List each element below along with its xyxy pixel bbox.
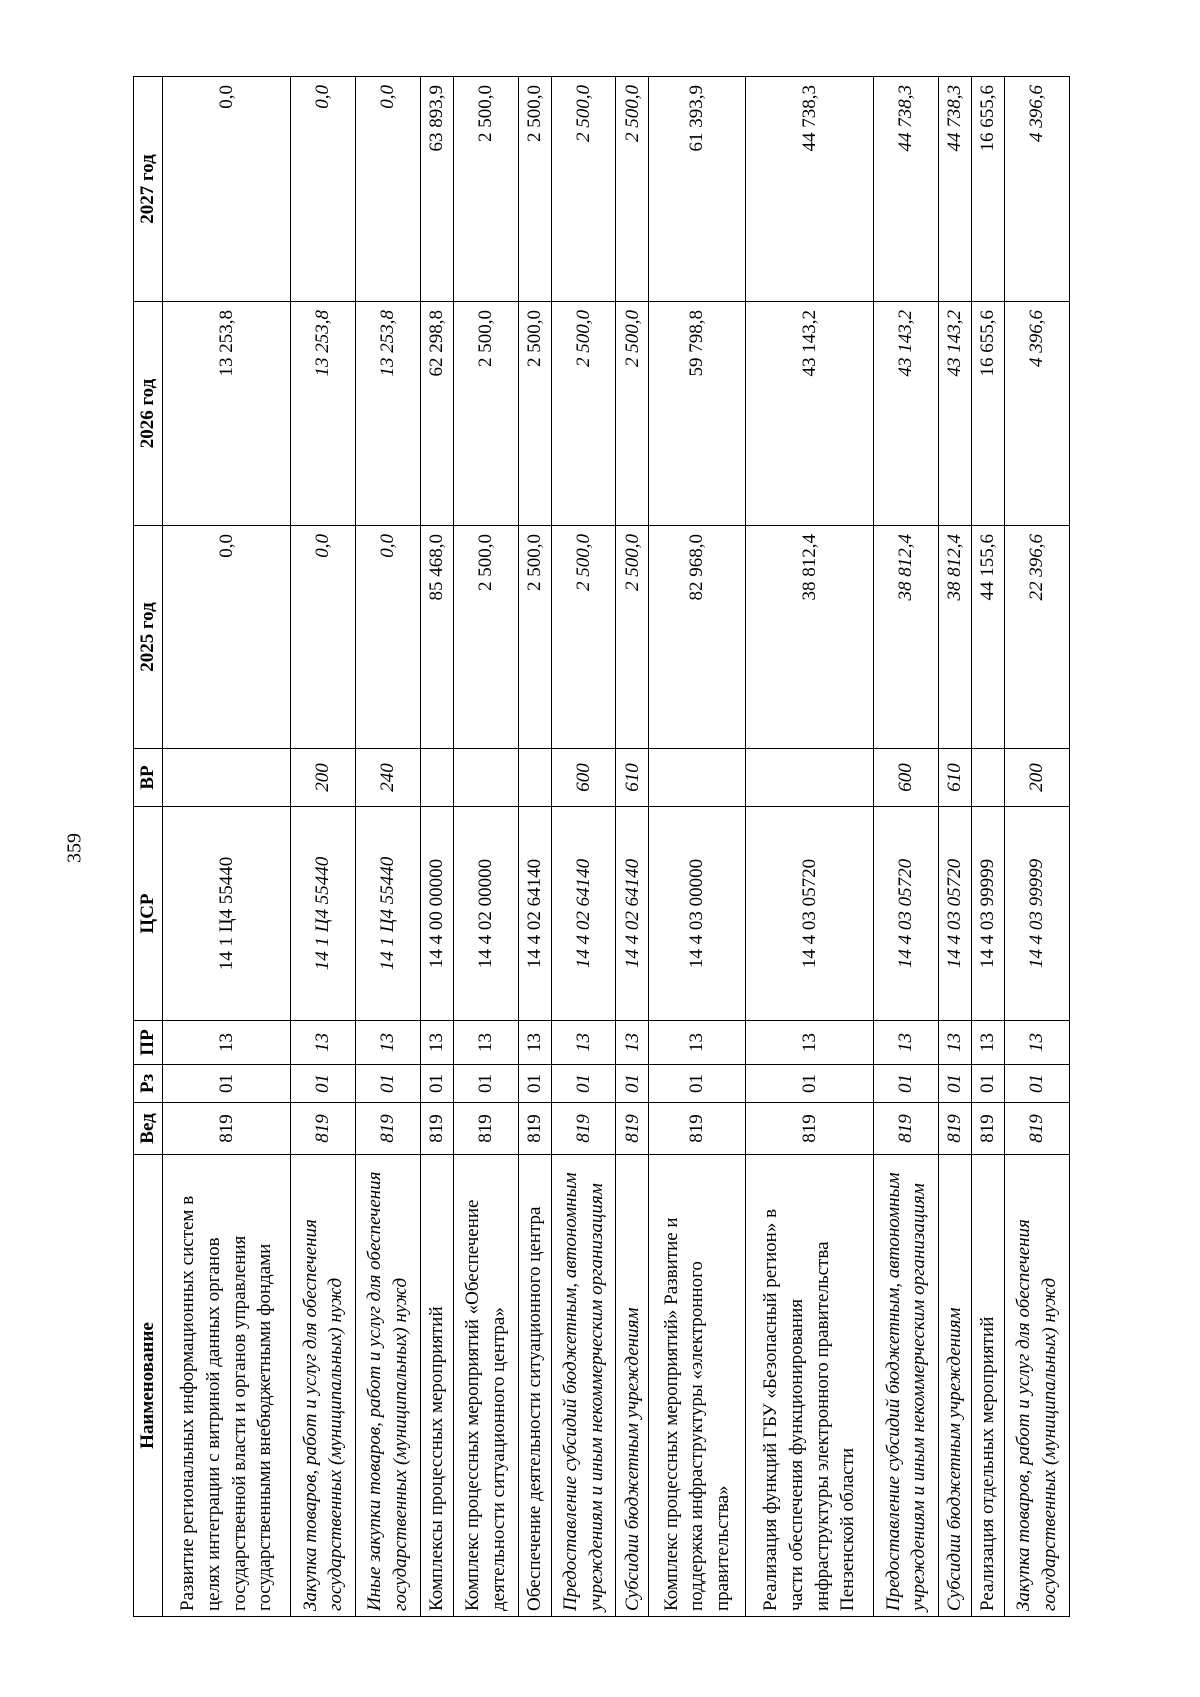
cell-2027: 2 500,0	[616, 77, 649, 302]
cell-2025: 0,0	[291, 526, 356, 749]
cell-2025: 0,0	[356, 526, 421, 749]
cell-csr: 14 4 02 64140	[551, 807, 616, 1021]
cell-2025: 0,0	[163, 526, 291, 749]
cell-2025: 2 500,0	[518, 526, 551, 749]
cell-2026: 59 798,8	[649, 302, 746, 526]
cell-rz: 01	[1005, 1065, 1070, 1103]
cell-pr: 13	[616, 1021, 649, 1065]
table-row	[518, 77, 551, 1617]
cell-2027: 0,0	[163, 77, 291, 302]
cell-pr: 13	[874, 1021, 939, 1065]
cell-vr	[746, 749, 874, 807]
cell-2025: 82 968,0	[649, 526, 746, 749]
cell-pr: 13	[356, 1021, 421, 1065]
cell-vr: 200	[1005, 749, 1070, 807]
cell-2026: 13 253,8	[163, 302, 291, 526]
cell-vr: 240	[356, 749, 421, 807]
cell-2027: 63 893,9	[420, 77, 453, 302]
cell-csr: 14 4 02 64140	[518, 807, 551, 1021]
cell-2026: 43 143,2	[874, 302, 939, 526]
cell-pr: 13	[291, 1021, 356, 1065]
cell-ved: 819	[356, 1103, 421, 1155]
cell-2026: 2 500,0	[518, 302, 551, 526]
cell-2025: 38 812,4	[939, 526, 972, 749]
table-row	[746, 77, 874, 1617]
cell-vr	[453, 749, 518, 807]
cell-vr	[649, 749, 746, 807]
cell-ved: 819	[939, 1103, 972, 1155]
cell-name: Развитие региональных информационных систем в целях интеграции с витриной данных органов государственной власти и органов управления государственными внебюджетными фондами	[163, 1155, 291, 1617]
cell-rz: 01	[453, 1065, 518, 1103]
cell-2025: 85 468,0	[420, 526, 453, 749]
cell-name: Предоставление субсидий бюджетным, автономным учреждениям и иным некоммерческим организациям	[551, 1155, 616, 1617]
cell-csr: 14 4 03 00000	[649, 807, 746, 1021]
col-header-pr: ПР	[134, 1021, 163, 1065]
cell-name: Комплексы процессных мероприятий	[420, 1155, 453, 1617]
table-row	[291, 77, 356, 1617]
cell-2027: 44 738,3	[746, 77, 874, 302]
cell-ved: 819	[1005, 1103, 1070, 1155]
budget-table-container	[133, 77, 1070, 1617]
cell-csr: 14 4 00 00000	[420, 807, 453, 1021]
table-row	[453, 77, 518, 1617]
col-header-rz: Рз	[134, 1065, 163, 1103]
cell-csr: 14 4 03 05720	[939, 807, 972, 1021]
cell-pr: 13	[551, 1021, 616, 1065]
cell-pr: 13	[420, 1021, 453, 1065]
table-row	[551, 77, 616, 1617]
cell-csr: 14 4 03 05720	[746, 807, 874, 1021]
cell-2026: 4 396,6	[1005, 302, 1070, 526]
table-row	[649, 77, 746, 1617]
cell-vr: 200	[291, 749, 356, 807]
cell-ved: 819	[291, 1103, 356, 1155]
table-row	[972, 77, 1005, 1617]
cell-ved: 819	[163, 1103, 291, 1155]
cell-rz: 01	[874, 1065, 939, 1103]
cell-2025: 38 812,4	[746, 526, 874, 749]
col-header-csr: ЦСР	[134, 807, 163, 1021]
cell-ved: 819	[551, 1103, 616, 1155]
cell-2027: 44 738,3	[874, 77, 939, 302]
col-header-2027: 2027 год	[134, 77, 163, 302]
cell-ved: 819	[420, 1103, 453, 1155]
cell-vr: 610	[616, 749, 649, 807]
cell-2027: 44 738,3	[939, 77, 972, 302]
cell-2027: 0,0	[356, 77, 421, 302]
cell-rz: 01	[746, 1065, 874, 1103]
cell-vr	[420, 749, 453, 807]
cell-2025: 44 155,6	[972, 526, 1005, 749]
cell-pr: 13	[746, 1021, 874, 1065]
cell-name: Обеспечение деятельности ситуационного центра	[518, 1155, 551, 1617]
cell-rz: 01	[356, 1065, 421, 1103]
cell-csr: 14 4 03 05720	[874, 807, 939, 1021]
table-row	[939, 77, 972, 1617]
cell-2026: 2 500,0	[616, 302, 649, 526]
cell-vr	[163, 749, 291, 807]
cell-pr: 13	[972, 1021, 1005, 1065]
cell-2026: 43 143,2	[746, 302, 874, 526]
cell-vr: 600	[551, 749, 616, 807]
cell-ved: 819	[874, 1103, 939, 1155]
col-header-name: Наименование	[134, 1155, 163, 1617]
cell-pr: 13	[939, 1021, 972, 1065]
cell-rz: 01	[291, 1065, 356, 1103]
cell-ved: 819	[518, 1103, 551, 1155]
cell-2027: 2 500,0	[518, 77, 551, 302]
cell-2026: 13 253,8	[356, 302, 421, 526]
cell-pr: 13	[163, 1021, 291, 1065]
cell-ved: 819	[616, 1103, 649, 1155]
table-row	[874, 77, 939, 1617]
cell-pr: 13	[518, 1021, 551, 1065]
cell-2027: 0,0	[291, 77, 356, 302]
cell-pr: 13	[453, 1021, 518, 1065]
cell-rz: 01	[551, 1065, 616, 1103]
table-row	[616, 77, 649, 1617]
cell-pr: 13	[1005, 1021, 1070, 1065]
cell-vr: 600	[874, 749, 939, 807]
cell-csr: 14 4 02 00000	[453, 807, 518, 1021]
cell-ved: 819	[453, 1103, 518, 1155]
cell-rz: 01	[420, 1065, 453, 1103]
cell-csr: 14 4 03 99999	[1005, 807, 1070, 1021]
cell-rz: 01	[972, 1065, 1005, 1103]
table-row	[1005, 77, 1070, 1617]
cell-csr: 14 1 Ц4 55440	[291, 807, 356, 1021]
cell-2025: 22 396,6	[1005, 526, 1070, 749]
col-header-2025: 2025 год	[134, 526, 163, 749]
cell-2026: 62 298,8	[420, 302, 453, 526]
cell-vr	[972, 749, 1005, 807]
cell-name: Субсидии бюджетным учреждениям	[939, 1155, 972, 1617]
cell-2025: 2 500,0	[616, 526, 649, 749]
cell-rz: 01	[616, 1065, 649, 1103]
cell-csr: 14 4 03 99999	[972, 807, 1005, 1021]
cell-name: Закупка товаров, работ и услуг для обеспечения государственных (муниципальных) нужд	[291, 1155, 356, 1617]
cell-ved: 819	[746, 1103, 874, 1155]
col-header-vr: ВР	[134, 749, 163, 807]
cell-rz: 01	[518, 1065, 551, 1103]
cell-2026: 13 253,8	[291, 302, 356, 526]
cell-2026: 2 500,0	[453, 302, 518, 526]
cell-name: Комплекс процессных мероприятий» Развитие и поддержка инфраструктуры «электронного правительства»	[649, 1155, 746, 1617]
cell-csr: 14 4 02 64140	[616, 807, 649, 1021]
cell-rz: 01	[939, 1065, 972, 1103]
cell-2027: 61 393,9	[649, 77, 746, 302]
cell-name: Иные закупки товаров, работ и услуг для обеспечения государственных (муниципальных) нужд	[356, 1155, 421, 1617]
cell-csr: 14 1 Ц4 55440	[356, 807, 421, 1021]
cell-name: Реализация отдельных мероприятий	[972, 1155, 1005, 1617]
cell-2025: 38 812,4	[874, 526, 939, 749]
col-header-ved: Вед	[134, 1103, 163, 1155]
cell-pr: 13	[649, 1021, 746, 1065]
cell-ved: 819	[972, 1103, 1005, 1155]
cell-name: Субсидии бюджетным учреждениям	[616, 1155, 649, 1617]
cell-vr	[518, 749, 551, 807]
cell-vr: 610	[939, 749, 972, 807]
cell-2026: 2 500,0	[551, 302, 616, 526]
col-header-2026: 2026 год	[134, 302, 163, 526]
cell-2027: 16 655,6	[972, 77, 1005, 302]
cell-name: Закупка товаров, работ и услуг для обеспечения государственных (муниципальных) нужд	[1005, 1155, 1070, 1617]
cell-2025: 2 500,0	[551, 526, 616, 749]
cell-csr: 14 1 Ц4 55440	[163, 807, 291, 1021]
cell-2027: 2 500,0	[453, 77, 518, 302]
cell-2027: 2 500,0	[551, 77, 616, 302]
cell-ved: 819	[649, 1103, 746, 1155]
cell-2026: 16 655,6	[972, 302, 1005, 526]
cell-name: Комплекс процессных мероприятий «Обеспечение деятельности ситуационного центра»	[453, 1155, 518, 1617]
table-header-row	[134, 77, 163, 1617]
table-row	[420, 77, 453, 1617]
cell-2025: 2 500,0	[453, 526, 518, 749]
cell-2026: 43 143,2	[939, 302, 972, 526]
page-number: 359	[63, 833, 86, 863]
table-row	[163, 77, 291, 1617]
table-row	[356, 77, 421, 1617]
cell-rz: 01	[163, 1065, 291, 1103]
cell-rz: 01	[649, 1065, 746, 1103]
cell-name: Реализация функций ГБУ «Безопасный регион» в части обеспечения функционирования инфраструктуры электронного правительства Пензенской области	[746, 1155, 874, 1617]
cell-2027: 4 396,6	[1005, 77, 1070, 302]
cell-name: Предоставление субсидий бюджетным, автономным учреждениям и иным некоммерческим организациям	[874, 1155, 939, 1617]
budget-table	[133, 76, 1070, 1617]
